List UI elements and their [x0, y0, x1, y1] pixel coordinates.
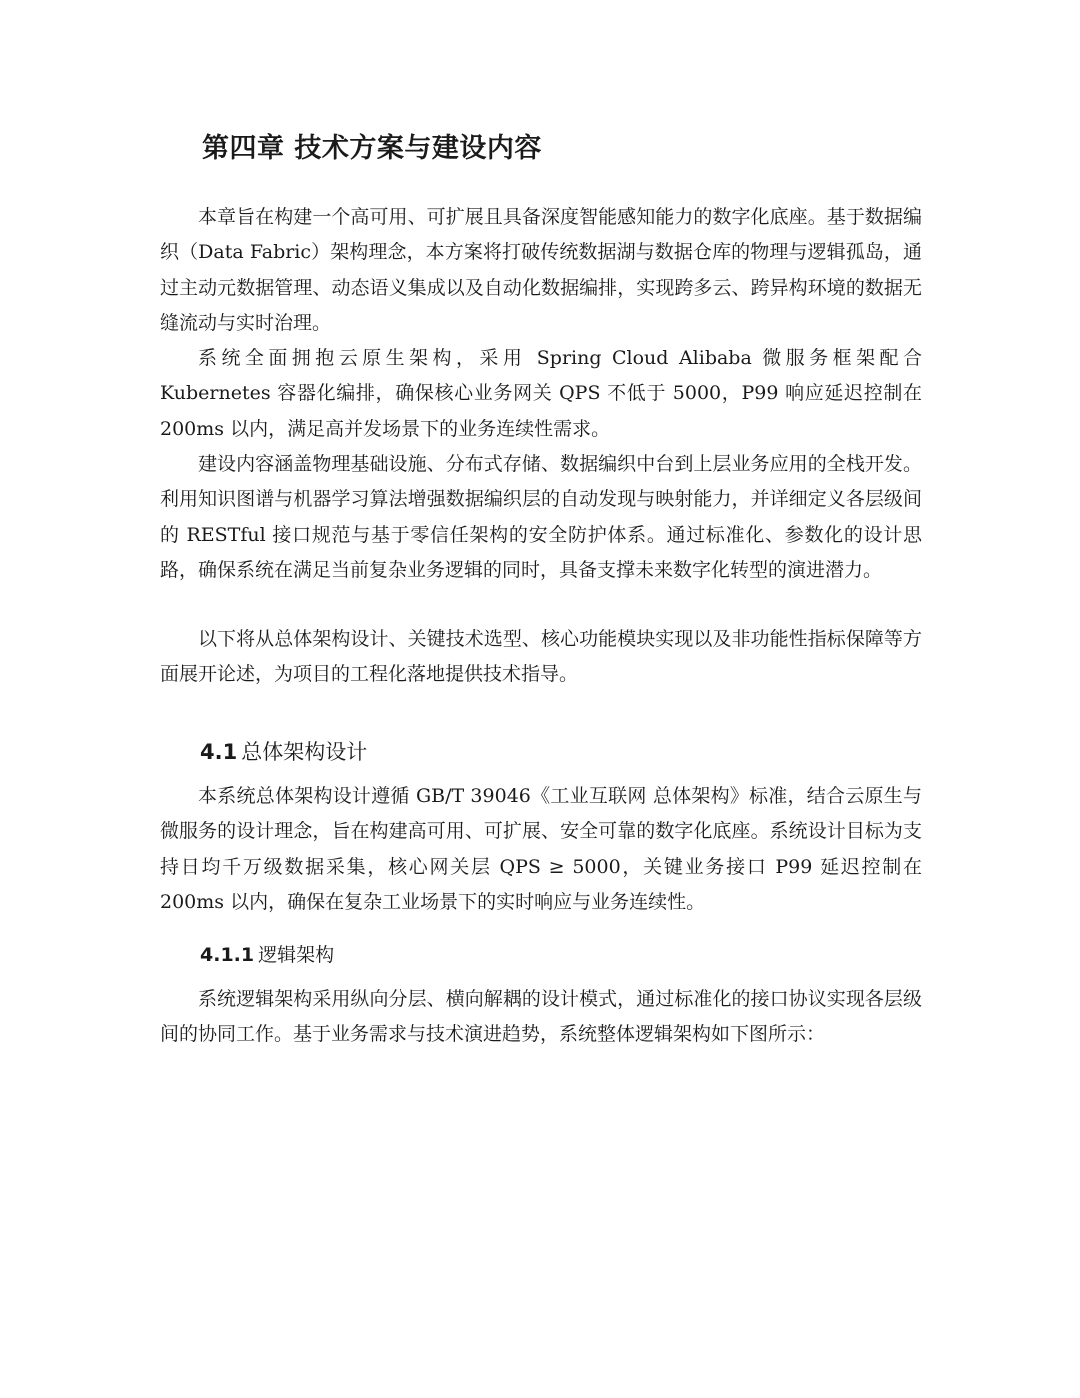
section-4-1-title: 总体架构设计: [241, 740, 368, 764]
section-4-1-1-title: 逻辑架构: [258, 944, 335, 966]
intro-paragraph-2: 系统全面拥抱云原生架构，采用 Spring Cloud Alibaba 微服务框架配合 Kubernetes 容器化编排，确保核心业务网关 QPS 不低于 5000，P99 响应延迟控制在 200ms 以内，满足高并发场景下的业务连续性需求。: [160, 347, 922, 440]
section-4-1-1-paragraph: 系统逻辑架构采用纵向分层、横向解耦的设计模式，通过标准化的接口协议实现各层级间的协同工作。基于业务需求与技术演进趋势，系统整体逻辑架构如下图所示：: [160, 988, 922, 1046]
intro-paragraph-4: 以下将从总体架构设计、关键技术选型、核心功能模块实现以及非功能性指标保障等方面展开论述，为项目的工程化落地提供技术指导。: [160, 628, 922, 686]
section-4-1-1-number: 4.1.1: [200, 944, 255, 966]
chapter-title: 第四章 技术方案与建设内容: [202, 133, 542, 164]
section-4-1-paragraph: 本系统总体架构设计遵循 GB/T 39046《工业互联网 总体架构》标准，结合云原生与微服务的设计理念，旨在构建高可用、可扩展、安全可靠的数字化底座。系统设计目标为支持日均千万级数据采集，核心网关层 QPS ≥ 5000，关键业务接口 P99 延迟控制在 200ms 以内，确保在复杂工业场景下的实时响应与业务连续性。: [160, 785, 922, 913]
intro-paragraph-1: 本章旨在构建一个高可用、可扩展且具备深度智能感知能力的数字化底座。基于数据编织（Data Fabric）架构理念，本方案将打破传统数据湖与数据仓库的物理与逻辑孤岛，通过主动元数据管理、动态语义集成以及自动化数据编排，实现跨多云、跨异构环境的数据无缝流动与实时治理。: [160, 206, 922, 334]
section-4-1-1-heading: [200, 940, 334, 967]
section-4-1-heading: [200, 736, 367, 766]
intro-paragraph-3: 建设内容涵盖物理基础设施、分布式存储、数据编织中台到上层业务应用的全栈开发。利用知识图谱与机器学习算法增强数据编织层的自动发现与映射能力，并详细定义各层级间的 RESTful 接口规范与基于零信任架构的安全防护体系。通过标准化、参数化的设计思路，确保系统在满足当前复杂业务逻辑的同时，具备支撑未来数字化转型的演进潜力。: [160, 453, 922, 581]
section-4-1-number: 4.1: [200, 740, 238, 764]
